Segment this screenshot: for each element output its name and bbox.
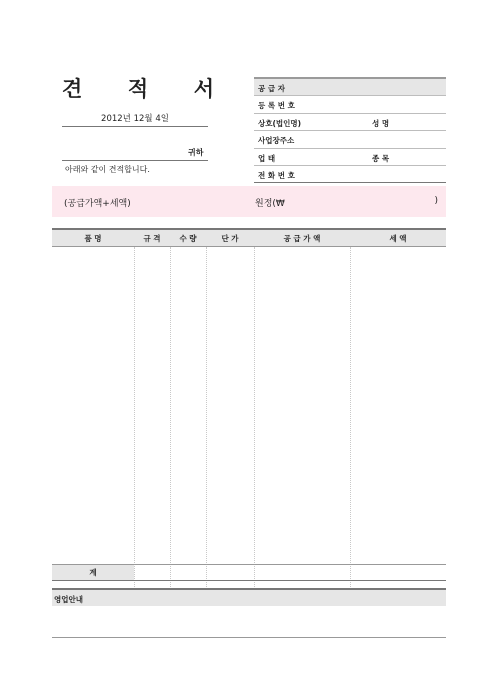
col-header-item: 품 명 — [84, 234, 102, 243]
title-char-2: 적 — [127, 77, 149, 101]
sales-info-label: 영업안내 — [54, 595, 83, 604]
address-label: 사업장주소 — [258, 136, 295, 146]
recipient-underline — [62, 160, 208, 161]
col-header-unit-price: 단 가 — [221, 234, 239, 243]
sum-row — [52, 564, 446, 581]
col-divider — [206, 247, 207, 591]
name-label: 성 명 — [372, 118, 390, 128]
total-amount-bar — [52, 186, 446, 217]
category-label: 종 목 — [372, 153, 390, 163]
reg-no-label: 등 록 번 호 — [258, 101, 295, 111]
quote-date: 2012년 12월 4일 — [101, 114, 169, 124]
total-close-paren: ) — [434, 196, 438, 206]
sales-info-bottom-line — [52, 637, 446, 638]
sum-label: 계 — [52, 565, 134, 580]
title-char-3: 서 — [193, 77, 214, 101]
items-table — [52, 228, 446, 579]
col-header-tax: 세 액 — [389, 234, 407, 243]
supplier-header-label: 공 급 자 — [258, 84, 285, 93]
document-title — [62, 74, 214, 102]
date-underline — [62, 126, 208, 127]
supplier-header-row — [254, 77, 446, 96]
sales-info-header — [52, 588, 446, 606]
col-divider — [254, 247, 255, 591]
items-table-header — [52, 228, 446, 247]
title-char-1: 견 — [62, 77, 83, 101]
supplier-business-row — [254, 149, 446, 166]
supplier-address-row — [254, 131, 446, 148]
col-divider — [170, 247, 171, 591]
col-header-spec: 규 격 — [143, 234, 161, 243]
col-header-supply-amount: 공 급 가 액 — [283, 234, 321, 243]
company-label: 상호(법인명) — [258, 118, 302, 128]
supplier-phone-row — [254, 166, 446, 183]
total-currency: 원정(₩ — [255, 199, 285, 209]
honorific: 귀하 — [188, 148, 204, 157]
col-header-qty: 수 량 — [179, 234, 197, 243]
business-label: 업 태 — [258, 153, 276, 163]
request-text: 아래와 같이 견적합니다. — [65, 165, 150, 174]
col-divider — [134, 247, 135, 591]
col-divider — [350, 247, 351, 591]
supplier-company-row — [254, 114, 446, 131]
supplier-block — [254, 77, 446, 183]
phone-label: 전 화 번 호 — [258, 170, 295, 180]
total-label: (공급가액+세액) — [64, 199, 131, 209]
supplier-reg-row — [254, 96, 446, 113]
